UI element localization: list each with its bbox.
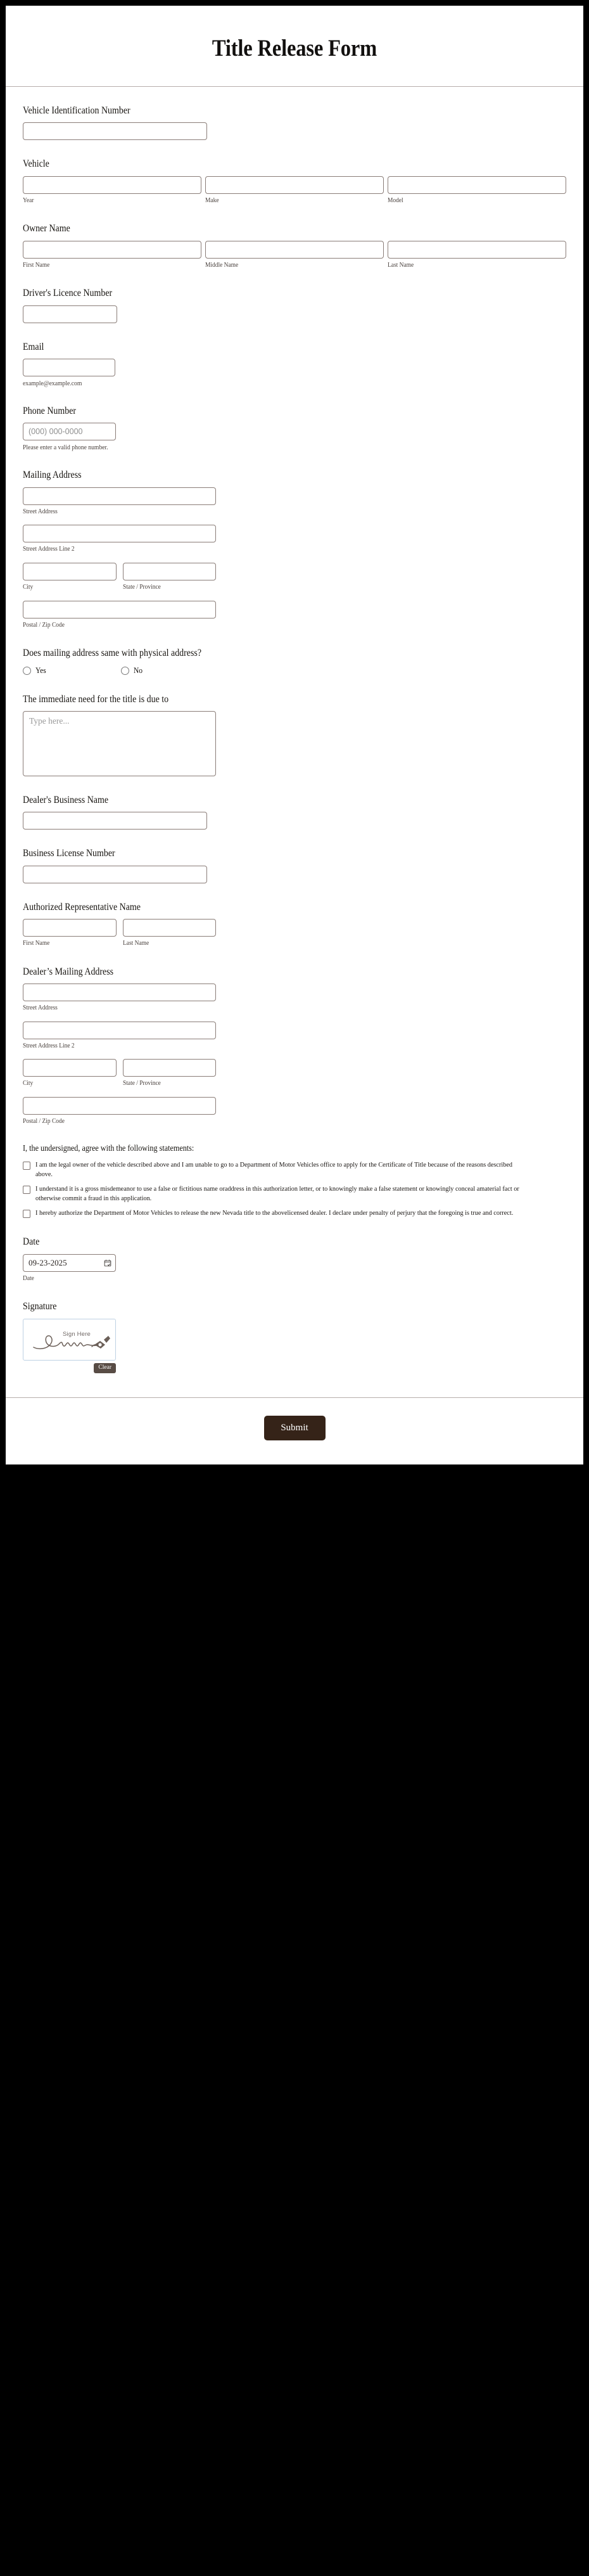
field-dealer-business-name bbox=[23, 794, 566, 830]
checkbox-icon bbox=[23, 1210, 30, 1218]
agreement-item-3[interactable] bbox=[23, 1208, 566, 1218]
date-input-wrapper bbox=[23, 1254, 116, 1272]
field-business-license bbox=[23, 847, 566, 883]
owner-last-name-input[interactable] bbox=[388, 241, 566, 259]
date-input[interactable] bbox=[23, 1254, 116, 1272]
same-address-question: Does mailing address same with physical address? bbox=[23, 648, 202, 659]
authorized-rep-first-name-input[interactable] bbox=[23, 919, 117, 937]
dealer-address-label: Dealer’s Mailing Address bbox=[23, 966, 114, 977]
vehicle-model-sublabel: Model bbox=[388, 196, 403, 204]
vehicle-make-sublabel: Make bbox=[205, 196, 219, 204]
owner-middle-sublabel: Middle Name bbox=[205, 261, 239, 269]
mailing-address-label: Mailing Address bbox=[23, 470, 82, 481]
field-mailing-address bbox=[23, 469, 566, 629]
authorized-rep-row bbox=[23, 919, 216, 948]
field-agreement bbox=[23, 1143, 566, 1218]
owner-first-name-input[interactable] bbox=[23, 241, 201, 259]
field-signature bbox=[23, 1300, 566, 1373]
mailing-state-input[interactable] bbox=[123, 563, 217, 580]
dealer-city-cell bbox=[23, 1059, 117, 1088]
signature-placeholder-art bbox=[23, 1319, 115, 1360]
submit-button[interactable]: Submit bbox=[264, 1416, 326, 1440]
field-vin bbox=[23, 105, 566, 140]
dealer-postal-sublabel: Postal / Zip Code bbox=[23, 1117, 65, 1125]
clear-signature-button[interactable]: Clear bbox=[94, 1363, 116, 1374]
dealer-street-input[interactable] bbox=[23, 984, 216, 1001]
dealer-state-cell bbox=[123, 1059, 217, 1088]
dealer-street2-input[interactable] bbox=[23, 1022, 216, 1039]
field-authorized-rep bbox=[23, 901, 566, 948]
phone-hint: Please enter a valid phone number. bbox=[23, 444, 108, 452]
agreement-text-2: I understand it is a gross misdemeanor to use a false or fictitious name oraddress in this authorization letter, or to knowingly make a false statement or knowingly conceal amaterial fact or otherwise commit a fraud in this application. bbox=[35, 1185, 519, 1202]
date-sublabel: Date bbox=[23, 1274, 34, 1282]
owner-last-sublabel: Last Name bbox=[388, 261, 414, 269]
vehicle-label: Vehicle bbox=[23, 158, 49, 170]
same-address-radio-group bbox=[23, 666, 566, 676]
owner-middle-name-input[interactable] bbox=[205, 241, 384, 259]
vehicle-model-cell bbox=[388, 176, 566, 205]
vehicle-year-cell bbox=[23, 176, 201, 205]
field-owner-name bbox=[23, 222, 566, 269]
vehicle-make-cell bbox=[205, 176, 384, 205]
dealer-city-state-row bbox=[23, 1059, 216, 1088]
form-sheet bbox=[6, 6, 583, 1464]
dealer-street-group bbox=[23, 984, 566, 1013]
mailing-street-sublabel: Street Address bbox=[23, 508, 58, 515]
immediate-need-label: The immediate need for the title is due to bbox=[23, 693, 169, 705]
phone-input[interactable] bbox=[23, 423, 116, 440]
dealer-street2-group bbox=[23, 1022, 566, 1051]
mailing-street2-group bbox=[23, 525, 566, 554]
mailing-postal-sublabel: Postal / Zip Code bbox=[23, 621, 65, 629]
dealer-business-name-label: Dealer's Business Name bbox=[23, 794, 109, 805]
checkbox-icon bbox=[23, 1186, 30, 1194]
date-label: Date bbox=[23, 1236, 40, 1248]
signature-clear-row bbox=[23, 1363, 116, 1374]
immediate-need-textarea[interactable] bbox=[23, 711, 216, 776]
checkbox-icon bbox=[23, 1162, 30, 1170]
mailing-street2-input[interactable] bbox=[23, 525, 216, 542]
dealer-city-sublabel: City bbox=[23, 1080, 34, 1087]
authorized-rep-label: Authorized Representative Name bbox=[23, 901, 141, 913]
mailing-street-input[interactable] bbox=[23, 487, 216, 505]
vehicle-model-input[interactable] bbox=[388, 176, 566, 194]
same-address-yes-label: Yes bbox=[35, 665, 46, 675]
mailing-postal-group bbox=[23, 601, 566, 630]
same-address-option-no[interactable] bbox=[121, 666, 219, 676]
authorized-rep-first-sublabel: First Name bbox=[23, 940, 50, 947]
page-title: Title Release Form bbox=[212, 35, 377, 61]
field-dealer-address bbox=[23, 966, 566, 1126]
authorized-rep-last-sublabel: Last Name bbox=[122, 940, 149, 947]
mailing-city-input[interactable] bbox=[23, 563, 117, 580]
authorized-rep-last-name-input[interactable] bbox=[123, 919, 217, 937]
dealer-street-sublabel: Street Address bbox=[23, 1004, 58, 1012]
dealer-street2-sublabel: Street Address Line 2 bbox=[23, 1042, 75, 1049]
email-label: Email bbox=[23, 341, 44, 352]
field-phone bbox=[23, 405, 566, 451]
form-body bbox=[6, 87, 583, 1397]
email-hint: example@example.com bbox=[23, 380, 82, 388]
mailing-state-cell bbox=[123, 563, 217, 592]
vin-input[interactable] bbox=[23, 122, 207, 140]
vehicle-row bbox=[23, 176, 566, 205]
vin-label: Vehicle Identification Number bbox=[23, 105, 130, 116]
form-footer bbox=[6, 1397, 583, 1464]
field-immediate-need bbox=[23, 693, 566, 776]
agreement-item-1[interactable] bbox=[23, 1160, 566, 1179]
field-licence bbox=[23, 287, 566, 323]
dealer-postal-group bbox=[23, 1097, 566, 1126]
licence-label: Driver's Licence Number bbox=[23, 288, 113, 299]
form-header bbox=[6, 6, 583, 87]
vehicle-make-input[interactable] bbox=[205, 176, 384, 194]
dealer-state-sublabel: State / Province bbox=[122, 1080, 161, 1087]
mailing-street-group bbox=[23, 487, 566, 516]
radio-circle-icon bbox=[121, 667, 129, 675]
owner-last-cell bbox=[388, 241, 566, 270]
field-vehicle bbox=[23, 158, 566, 205]
owner-first-cell bbox=[23, 241, 201, 270]
field-date bbox=[23, 1236, 566, 1283]
vehicle-year-input[interactable] bbox=[23, 176, 201, 194]
mailing-city-cell bbox=[23, 563, 117, 592]
mailing-street2-sublabel: Street Address Line 2 bbox=[23, 546, 75, 553]
agreement-heading: I, the undersigned, agree with the following statements: bbox=[23, 1143, 194, 1153]
business-license-label: Business License Number bbox=[23, 848, 115, 859]
business-license-input[interactable] bbox=[23, 866, 207, 883]
sign-here-label: Sign Here bbox=[63, 1330, 91, 1338]
owner-middle-cell bbox=[205, 241, 384, 270]
agreement-text-3: I hereby authorize the Department of Motor Vehicles to release the new Nevada title to the abovelicensed dealer. I declare under penalty of perjury that the foregoing is true and correct. bbox=[35, 1209, 514, 1217]
dealer-state-input[interactable] bbox=[123, 1059, 217, 1077]
dealer-business-name-input[interactable] bbox=[23, 812, 207, 830]
mailing-city-sublabel: City bbox=[23, 584, 34, 591]
dealer-postal-input[interactable] bbox=[23, 1097, 216, 1115]
mailing-state-sublabel: State / Province bbox=[122, 584, 161, 591]
mailing-city-state-row bbox=[23, 563, 216, 592]
agreement-text-1: I am the legal owner of the vehicle described above and I am unable to go to a Department of Motor Vehicles office to apply for the Certificate of Title because of the reasons described above. bbox=[35, 1161, 512, 1178]
dealer-city-input[interactable] bbox=[23, 1059, 117, 1077]
authorized-rep-last-cell bbox=[123, 919, 217, 948]
owner-name-label: Owner Name bbox=[23, 223, 70, 234]
licence-input[interactable] bbox=[23, 305, 117, 323]
authorized-rep-first-cell bbox=[23, 919, 117, 948]
owner-name-row bbox=[23, 241, 566, 270]
field-email bbox=[23, 341, 566, 387]
signature-label: Signature bbox=[23, 1301, 57, 1312]
owner-first-sublabel: First Name bbox=[23, 261, 50, 269]
mailing-postal-input[interactable] bbox=[23, 601, 216, 618]
vehicle-year-sublabel: Year bbox=[23, 196, 34, 204]
same-address-option-yes[interactable] bbox=[23, 666, 121, 676]
same-address-no-label: No bbox=[134, 665, 143, 675]
phone-label: Phone Number bbox=[23, 406, 77, 417]
field-same-address bbox=[23, 647, 566, 675]
radio-circle-icon bbox=[23, 667, 31, 675]
signature-pad[interactable] bbox=[23, 1319, 116, 1361]
email-input[interactable] bbox=[23, 359, 115, 376]
agreement-item-2[interactable] bbox=[23, 1184, 566, 1203]
